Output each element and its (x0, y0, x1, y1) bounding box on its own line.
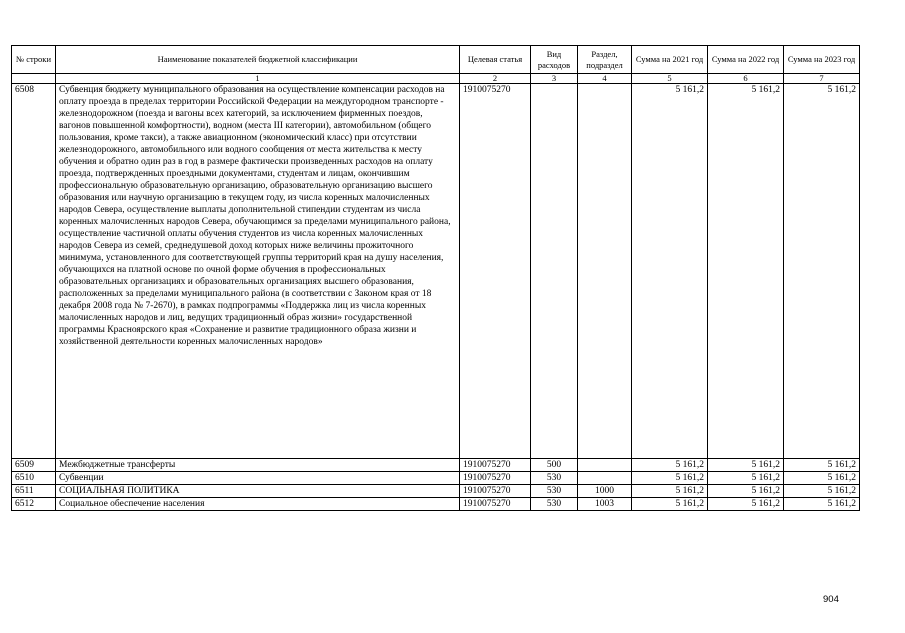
row-section: 1003 (578, 498, 632, 511)
row-sum-2023: 5 161,2 (784, 459, 860, 472)
row-name: Межбюджетные трансферты (56, 459, 460, 472)
column-number: 3 (531, 74, 578, 84)
header-sum-2022: Сумма на 2022 год (708, 46, 784, 74)
row-number: 6509 (12, 459, 56, 472)
budget-table (11, 45, 860, 511)
row-sum-2022: 5 161,2 (708, 459, 784, 472)
row-sum-2021: 5 161,2 (632, 459, 708, 472)
row-name: Субвенции (56, 472, 460, 485)
header-section: Раздел, подраздел (578, 46, 632, 74)
column-number: 4 (578, 74, 632, 84)
row-target-article: 1910075270 (460, 498, 531, 511)
header-sum-2021: Сумма на 2021 год (632, 46, 708, 74)
header-row-number: № строки (12, 46, 56, 74)
row-section: 1000 (578, 485, 632, 498)
row-sum-2021: 5 161,2 (632, 472, 708, 485)
column-number: 7 (784, 74, 860, 84)
row-expense-type: 530 (531, 498, 578, 511)
header-expense-type: Вид расходов (531, 46, 578, 74)
row-sum-2022: 5 161,2 (708, 498, 784, 511)
column-number-row (12, 74, 860, 84)
row-sum-2021: 5 161,2 (632, 485, 708, 498)
row-section (578, 84, 632, 459)
row-number: 6512 (12, 498, 56, 511)
column-number-blank (12, 74, 56, 84)
table-row (12, 498, 860, 511)
row-expense-type: 530 (531, 485, 578, 498)
row-sum-2022: 5 161,2 (708, 485, 784, 498)
row-section (578, 459, 632, 472)
column-number: 1 (56, 74, 460, 84)
row-sum-2023: 5 161,2 (784, 84, 860, 459)
row-sum-2021: 5 161,2 (632, 84, 708, 459)
page-number: 904 (823, 594, 839, 605)
row-target-article: 1910075270 (460, 84, 531, 459)
row-name: Социальное обеспечение населения (56, 498, 460, 511)
column-number: 5 (632, 74, 708, 84)
row-expense-type (531, 84, 578, 459)
header-name: Наименование показателей бюджетной классификации (56, 46, 460, 74)
row-number: 6511 (12, 485, 56, 498)
row-sum-2023: 5 161,2 (784, 472, 860, 485)
row-number: 6510 (12, 472, 56, 485)
row-name: Субвенция бюджету муниципального образования на осуществление компенсации расходов на оплату проезда в пределах территории Российской Федерации на междугородном транспорте - железнодорожном (поезда и вагоны всех категорий, за исключением фирменных поездов, вагонов повышенной комфортности), водном (места III категории), автомобильном (общего пользования, кроме такси), а также авиационном (экономический класс) при отсутствии железнодорожного, автомобильного или водного сообщения от места жительства к месту обучения и обратно один раз в год в размере фактически произведенных расходов на оплату проезда, подтвержденных проездными документами, студентам и лицам, окончившим профессиональную образовательную организацию, образовательную организацию высшего образования или научную организацию в текущем году, из числа коренных малочисленных народов Севера, осуществление выплаты дополнительной стипендии студентам из числа коренных малочисленных народов Севера, обучающимся за пределами муниципального района, осуществление частичной оплаты обучения студентов из числа коренных малочисленных народов Севера из семей, среднедушевой доход которых ниже величины прожиточного минимума, установленного для соответствующей группы территорий края на душу населения, обучающихся на платной основе по очной форме обучения в профессиональных образовательных организациях и образовательных организациях высшего образования, расположенных за пределами муниципального района (в соответствии с Законом края от 18 декабря 2008 года № 7-2670), в рамках подпрограммы «Поддержка лиц из числа коренных малочисленных народов и лиц, ведущих традиционный образ жизни» государственной программы Красноярского края «Сохранение и развитие традиционного образа жизни и хозяйственной деятельности коренных малочисленных народов» (56, 84, 460, 459)
row-sum-2023: 5 161,2 (784, 485, 860, 498)
column-number: 2 (460, 74, 531, 84)
row-sum-2022: 5 161,2 (708, 84, 784, 459)
row-expense-type: 500 (531, 459, 578, 472)
row-target-article: 1910075270 (460, 459, 531, 472)
header-row (12, 46, 860, 74)
row-name: СОЦИАЛЬНАЯ ПОЛИТИКА (56, 485, 460, 498)
column-number: 6 (708, 74, 784, 84)
row-section (578, 472, 632, 485)
table-row (12, 485, 860, 498)
row-sum-2022: 5 161,2 (708, 472, 784, 485)
row-expense-type: 530 (531, 472, 578, 485)
row-sum-2023: 5 161,2 (784, 498, 860, 511)
table-row (12, 84, 860, 459)
row-sum-2021: 5 161,2 (632, 498, 708, 511)
table-row (12, 459, 860, 472)
table-row (12, 472, 860, 485)
row-number: 6508 (12, 84, 56, 459)
header-target-article: Целевая статья (460, 46, 531, 74)
row-target-article: 1910075270 (460, 485, 531, 498)
row-target-article: 1910075270 (460, 472, 531, 485)
header-sum-2023: Сумма на 2023 год (784, 46, 860, 74)
